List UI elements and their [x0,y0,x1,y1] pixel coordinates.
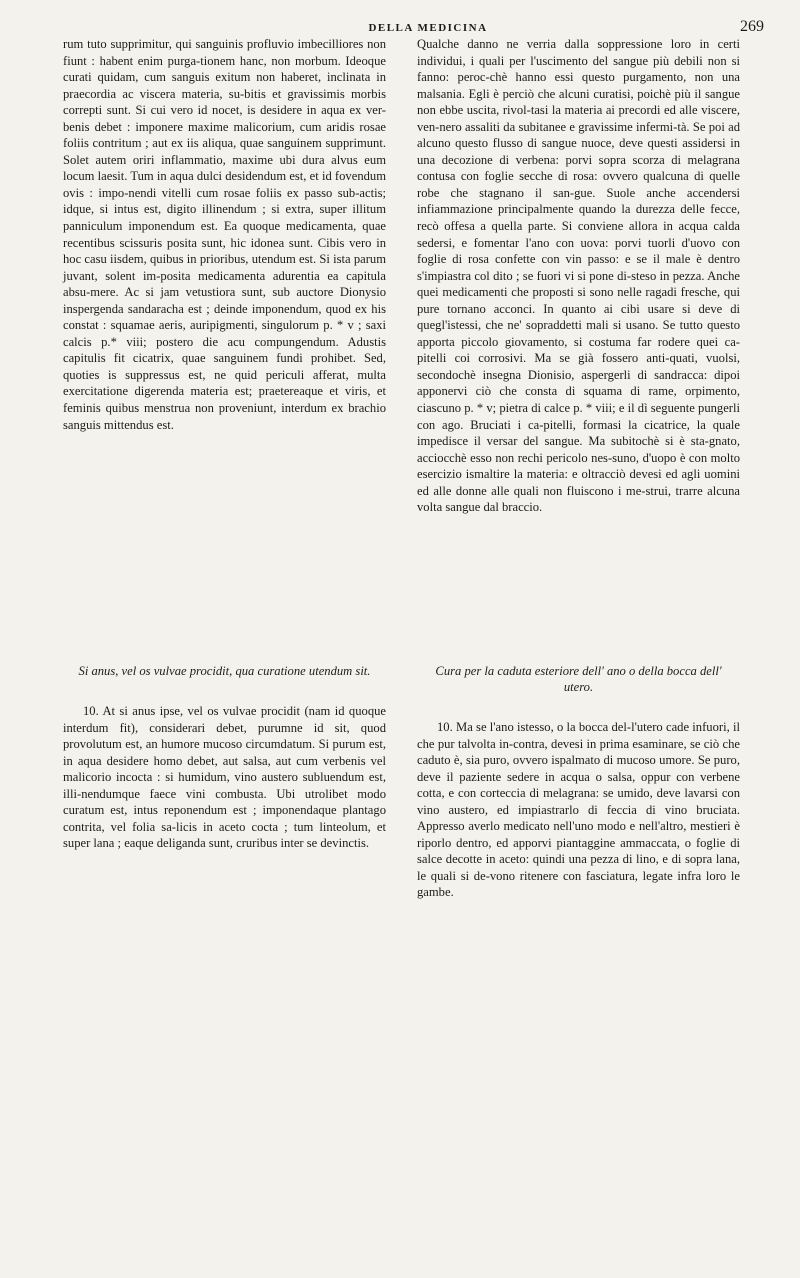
latin-paragraph-prolapse: 10. At si anus ipse, vel os vulvae procidit (nam id quoque interdum fit), considerari debet, purumne id sit, quod provolutum est, an humore mucoso circumdatum. Si purum est, in aqua desidere homo debet, aut salsa, aut cum verbenis vel malicorio incocta : si humidum, vino austero subluendum est, illi-nendumque faece vini combusta. Ubi utrolibet modo curatum est, intus reponendum est ; imponendaque plantago contrita, vel folia sa-licis in aceto cocta ; tum linteolum, et super lana ; eaque deliganda sunt, cruribus inter se devinctis. [63,704,386,851]
latin-column-top [63,36,386,433]
latin-section-heading: Si anus, vel os vulvae procidit, qua curatione utendum sit. [78,664,371,678]
latin-column-bottom [63,663,386,852]
italian-paragraph-hemorrhoids: Qualche danno ne verria dalla soppressione loro in certi individui, i quali per l'uscimento del sangue più debili non si fanno: peroc-chè hanno essi questo purgamento, non una malsania. Egli è perciò che alcuni curatisi, poichè più il sangue non ebbe uscita, rivol-tasi la materia ai precordi ed alle viscere, ven-nero assaliti da subitanee e gravissime infermi-tà. Se poi ad alcuno questo flusso di sangue nuoce, deve questi assidersi in una decozione di verbena: porvi sopra scorza di melagrana contusa con foglie secche di rosa: ovvero qualcuna di quelle robe che stagnano il san-gue. Suole anche accendersi infiammazione principalmente quando la durezza delle fecce, recò offesa a quella parte. Si conviene allora in acqua calda sedersi, e fomentar l'ano con uova: porvi tuorli d'uovo con foglie di rosa confette con vin passo: e se il male è dentro s'impiastra col dito ; se fuori vi si pone di-steso in pezza. Anche quei medicamenti che proposti si sono nelle ragadi fresche, qui pure tornano acconci. In quanto ai cibi usare si deve di quegl'istessi, che ne' sopraddetti mali si usano. Se tutto questo apporta piccolo giovamento, si costuma far rodere quei ca-pitelli coi corrosivi. Ma se già fossero anti-quati, vuolsi, secondochè insegna Dionisio, aspergerli di sandracca: dipoi apponervi ciò che consta di squama di rame, orpimento, ciascuno p. * v; pietra di calce p. * viii; e il dì seguente pungerli con ago. Bruciati i ca-pitelli, formasi la cicatrice, la quale impedisce il versar del sangue. Ma subitochè si è sta-gnato, acciocchè esso non rechi pericolo nes-suno, d'uopo è con molto esercizio ismaltire la materia: e oltracciò devesi ed agli uomini ed alle donne alle quali non fluiscono i me-strui, trarre alcuna volta sangue dal braccio. [417,37,740,515]
latin-paragraph-hemorrhoids: rum tuto supprimitur, qui sanguinis profluvio imbecilliores non fiunt : habent enim purga-tionem hanc, non morbum. Ideoque curati quidam, cum sanguis exitum non haberet, inclinata in praecordia ac viscera materia, su-bitis et gravissimis morbis correpti sunt. Si cui vero id nocet, is desidere in aqua ex ver-benis debet : imponere maxime malicorium, cum aridis rosae foliis contritum ; aut ex iis aliqua, quae sanguinem supprimunt. Solet autem oriri inflammatio, maxime ubi dura alvus eum locum laesit. Tum in aqua dulci desidendum est, et id fovendum ovis : impo-nendi vitelli cum rosae foliis ex passo sub-actis; idque, si intus est, digito illinendum ; si extra, super illitum panniculum imponendum est. Ea quoque medicamenta, quae recentibus scissuris posita sunt, hic idonea sunt. Cibis vero in hoc casu iisdem, quibus in prioribus, utendum est. Si ista parum juvant, solent im-posita medicamenta adurentia ea capitula absu-mere. Ac si jam vetustiora sunt, sub auctore Dionysio inspergenda sandaracha est ; deinde imponendum, quod ex his constat : squamae aeris, auripigmenti, singulorum p. * v ; saxi calcis p.* viii; postero die acu compungendum. Adustis capitulis fit cicatrix, quae sanguinem fundi prohibet. Sed, quoties is suppressus est, ne quid periculi afferat, multa exercitatione digerenda materia est; praetereaque et viris, et feminis quibus menstrua non proveniunt, interdum ex brachio sanguis mittendus est. [63,37,386,432]
italian-column-bottom [417,663,740,901]
italian-paragraph-prolapse: 10. Ma se l'ano istesso, o la bocca del-l'utero cade infuori, il che pur talvolta in-contra, devesi in prima esaminare, se ciò che caduto è, sia puro, ovvero ispalmato di mucoso umore. Se puro, deve il paziente sedere in acqua o salsa, oppur con verbene cotta, e con corteccia di melagrana: se umido, deve lavarsi con vino austero, ed impiastrarlo di feccia di vino bruciata. Appresso averlo medicato nell'uno modo e nell'altro, mestieri è riporlo dentro, ed apporvi piantaggine ammaccata, o foglie di salce decotte in aceto: quindi una pezza di lino, e di sopra lana, le quali si de-vono ritenere con fasciatura, legate infra loro le gambe. [417,720,740,900]
italian-section-heading: Cura per la caduta esteriore dell' ano o della bocca dell' utero. [435,664,722,694]
page-number: 269 [740,18,764,35]
italian-column-top [417,36,740,516]
running-title: DELLA MEDICINA [368,22,488,34]
